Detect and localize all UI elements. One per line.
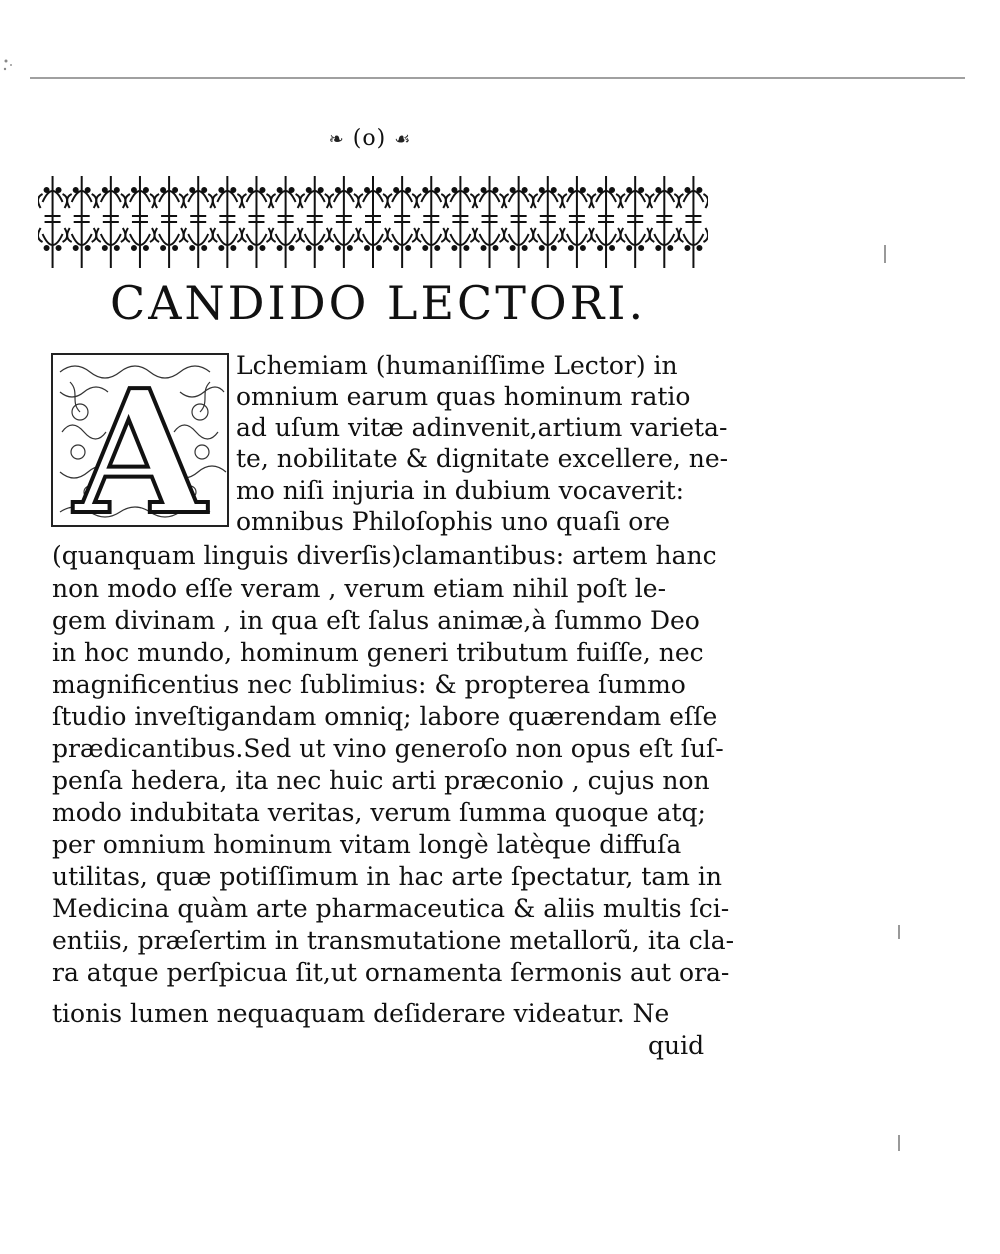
fleur-de-lis-ornament [533,176,562,268]
fleur-de-lis-ornament [591,176,620,268]
text-line: modo indubitata veritas, verum ſumma quoque atq; [52,798,706,827]
text-line: per omnium hominum vitam longè latèque diffuſa [52,830,682,859]
fleur-de-lis-ornament [446,176,475,268]
ornamental-headpiece [38,168,708,276]
text-line: ad uſum vitæ adinvenit,artium varieta- [236,413,728,442]
text-line: magnificentius nec ſublimius: & propterea ſummo [52,670,686,699]
fleur-de-lis-ornament [358,176,387,268]
fleur-de-lis-ornament [388,176,417,268]
page-number: (o) [352,126,387,151]
text-line: omnibus Philoſophis uno quaſi ore [236,507,671,536]
page-title: CANDIDO LECTORI. [110,276,647,330]
page-number-line [300,126,440,151]
fleur-de-lis-ornament [242,176,271,268]
fleur-de-lis-ornament [650,176,679,268]
fleur-de-lis-ornament [38,176,67,268]
decorated-initial-a [50,352,230,528]
initial-letter: A [74,353,206,528]
text-line: prædicantibus.Sed ut vino generoſo non opus eſt ſuſ- [52,734,724,763]
catchword: quid [648,1031,705,1060]
text-line: gem divinam , in qua eſt ſalus animæ,à ſummo Deo [52,606,700,635]
text-line: te, nobilitate & dignitate excellere, ne- [236,444,729,473]
text-line: omnium earum quas hominum ratio [236,382,691,411]
text-line: tionis lumen nequaquam deſiderare videatur. Ne [52,999,670,1028]
fleur-de-lis-ornament [213,176,242,268]
fleur-de-lis-ornament [125,176,154,268]
fleur-de-lis-ornament [184,176,213,268]
fleur-de-lis-ornament [67,176,96,268]
margin-mark [898,925,900,939]
fleur-de-lis-ornament [621,176,650,268]
text-line: Medicina quàm arte pharmaceutica & aliis multis ſci- [52,894,730,923]
fleuron-right-icon: ☙ [394,129,412,150]
text-line: ra atque perſpicua ſit,ut ornamenta ſermonis aut ora- [52,958,730,987]
text-line: entiis, præſertim in transmutatione metallorũ, ita cla- [52,926,735,955]
fleur-de-lis-ornament [475,176,504,268]
fleur-de-lis-ornament [96,176,125,268]
fleur-de-lis-ornament [271,176,300,268]
fleur-de-lis-ornament [300,176,329,268]
fleur-de-lis-ornament [679,176,708,268]
text-line: Lchemiam (humaniſſime Lector) in [236,351,678,380]
text-line: non modo eſſe veram , verum etiam nihil poſt le- [52,574,667,603]
text-line: in hoc mundo, hominum generi tributum fuiſſe, nec [52,638,704,667]
fleur-de-lis-ornament [504,176,533,268]
text-line: ſtudio inveſtigandam omniq; labore quærendam eſſe [52,702,718,731]
fleur-de-lis-ornament [155,176,184,268]
text-line: (quanquam linguis diverſis)clamantibus: artem hanc [52,541,717,570]
text-line: utilitas, quæ potiſſimum in hac arte ſpectatur, tam in [52,862,723,891]
text-line: penſa hedera, ita nec huic arti præconio , cujus non [52,766,710,795]
fleuron-left-icon: ❧ [328,129,345,150]
fleur-de-lis-ornament [417,176,446,268]
margin-mark [884,245,886,263]
text-line: mo niſi injuria in dubium vocaverit: [236,476,685,505]
fleur-de-lis-ornament [562,176,591,268]
fleur-de-lis-ornament [329,176,358,268]
scan-speck [0,55,18,75]
page-edge-rule [30,77,965,79]
margin-mark [898,1135,900,1151]
